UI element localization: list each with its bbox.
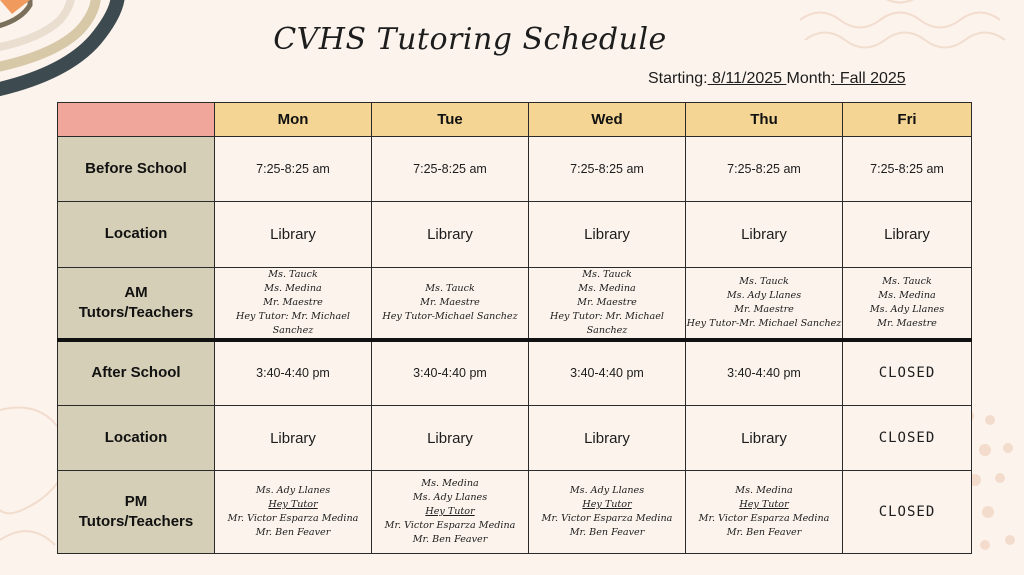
tutor-name: Hey Tutor — [582, 499, 632, 511]
row-header-line: AM — [124, 283, 148, 301]
tutor-name: Ms. Medina — [421, 478, 479, 490]
am-tutors-row — [58, 268, 972, 340]
day-header: Thu — [686, 103, 843, 137]
tutors-cell — [215, 471, 372, 554]
tutor-name: Ms. Tauck — [582, 269, 632, 280]
tutor-name: Ms. Ady Llanes — [726, 289, 802, 301]
location-cell: Library — [372, 406, 529, 471]
tutor-name: Hey Tutor — [425, 506, 475, 518]
after-school-row — [58, 340, 972, 406]
tutor-name: Ms. Medina — [878, 289, 936, 301]
tutor-name: Mr. Victor Esparza Medina — [541, 513, 673, 525]
closed-cell: CLOSED — [843, 340, 972, 406]
day-header: Mon — [215, 103, 372, 137]
location-cell: Library — [686, 202, 843, 268]
time-cell: 7:25-8:25 am — [529, 137, 686, 202]
tutor-name: Ms. Ady Llanes — [412, 492, 488, 504]
tutor-name: Mr. Maestre — [734, 303, 794, 315]
tutors-cell — [686, 471, 843, 554]
tutor-name: Hey Tutor-Michael Sanchez — [382, 310, 518, 322]
page-title: CVHS Tutoring Schedule — [273, 22, 667, 57]
row-header: Location — [58, 406, 215, 471]
day-header: Fri — [843, 103, 972, 137]
tutor-name: Hey Tutor: Mr. Michael Sanchez — [236, 310, 350, 336]
starting-label: Starting: — [648, 70, 708, 87]
day-header: Tue — [372, 103, 529, 137]
tutor-name: Mr. Maestre — [420, 296, 480, 308]
schedule-meta — [648, 70, 906, 88]
tutors-cell — [372, 471, 529, 554]
tutor-name: Mr. Maestre — [877, 317, 937, 329]
tutor-name: Mr. Maestre — [577, 296, 637, 308]
tutor-name: Ms. Ady Llanes — [255, 485, 331, 497]
starting-value: 8/11/2025 — [707, 70, 787, 87]
am-location-row — [58, 202, 972, 268]
tutor-name: Ms. Tauck — [882, 275, 932, 287]
row-header-line: Tutors/Teachers — [78, 513, 194, 531]
pm-tutors-row — [58, 471, 972, 554]
tutors-cell — [215, 268, 372, 340]
month-label: Month — [786, 70, 831, 87]
time-cell: 3:40-4:40 pm — [686, 340, 843, 406]
tutor-name: Mr. Ben Feaver — [412, 533, 488, 545]
row-header: Before School — [58, 137, 215, 202]
tutor-name: Ms. Tauck — [425, 282, 475, 294]
location-cell: Library — [215, 406, 372, 471]
tutors-cell — [529, 471, 686, 554]
row-header: After School — [58, 340, 215, 406]
time-cell: 3:40-4:40 pm — [215, 340, 372, 406]
row-header: Location — [58, 202, 215, 268]
tutor-name: Hey Tutor: Mr. Michael Sanchez — [550, 310, 664, 336]
time-cell: 7:25-8:25 am — [686, 137, 843, 202]
tutor-name: Ms. Ady Llanes — [569, 485, 645, 497]
tutor-name: Ms. Ady Llanes — [869, 303, 945, 315]
before-school-row — [58, 137, 972, 202]
location-cell: Library — [372, 202, 529, 268]
tutor-name: Mr. Ben Feaver — [569, 526, 645, 538]
tutor-name: Mr. Victor Esparza Medina — [227, 513, 359, 525]
tutors-cell — [686, 268, 843, 340]
tutor-name: Hey Tutor-Mr. Michael Sanchez — [686, 317, 842, 329]
tutors-cell — [843, 268, 972, 340]
tutor-name: Ms. Medina — [578, 282, 636, 294]
day-header: Wed — [529, 103, 686, 137]
tutor-name: Mr. Victor Esparza Medina — [698, 513, 830, 525]
tutor-name: Ms. Medina — [735, 485, 793, 497]
tutors-cell — [372, 268, 529, 340]
tutor-name: Mr. Maestre — [263, 296, 323, 308]
time-cell: 3:40-4:40 pm — [529, 340, 686, 406]
row-header — [58, 268, 215, 340]
row-header-line: Tutors/Teachers — [78, 303, 194, 321]
day-header-row — [58, 103, 972, 137]
tutor-name: Ms. Medina — [264, 282, 322, 294]
location-cell: Library — [843, 202, 972, 268]
tutor-name: Hey Tutor — [739, 499, 789, 511]
location-cell: Library — [215, 202, 372, 268]
time-cell: 7:25-8:25 am — [372, 137, 529, 202]
schedule-table — [57, 102, 972, 554]
tutor-name: Mr. Ben Feaver — [726, 526, 802, 538]
tutor-name: Mr. Ben Feaver — [255, 526, 331, 538]
location-cell: Library — [686, 406, 843, 471]
time-cell: 3:40-4:40 pm — [372, 340, 529, 406]
row-header-line: PM — [124, 492, 148, 510]
location-cell: Library — [529, 406, 686, 471]
corner-cell — [58, 103, 215, 137]
tutors-cell — [529, 268, 686, 340]
pm-location-row — [58, 406, 972, 471]
time-cell: 7:25-8:25 am — [215, 137, 372, 202]
tutor-name: Ms. Tauck — [739, 275, 789, 287]
location-cell: Library — [529, 202, 686, 268]
closed-cell: CLOSED — [843, 406, 972, 471]
closed-cell: CLOSED — [843, 471, 972, 554]
tutor-name: Hey Tutor — [268, 499, 318, 511]
tutor-name: Ms. Tauck — [268, 269, 318, 280]
time-cell: 7:25-8:25 am — [843, 137, 972, 202]
row-header — [58, 471, 215, 554]
tutor-name: Mr. Victor Esparza Medina — [384, 519, 516, 531]
month-value: : Fall 2025 — [830, 70, 906, 87]
